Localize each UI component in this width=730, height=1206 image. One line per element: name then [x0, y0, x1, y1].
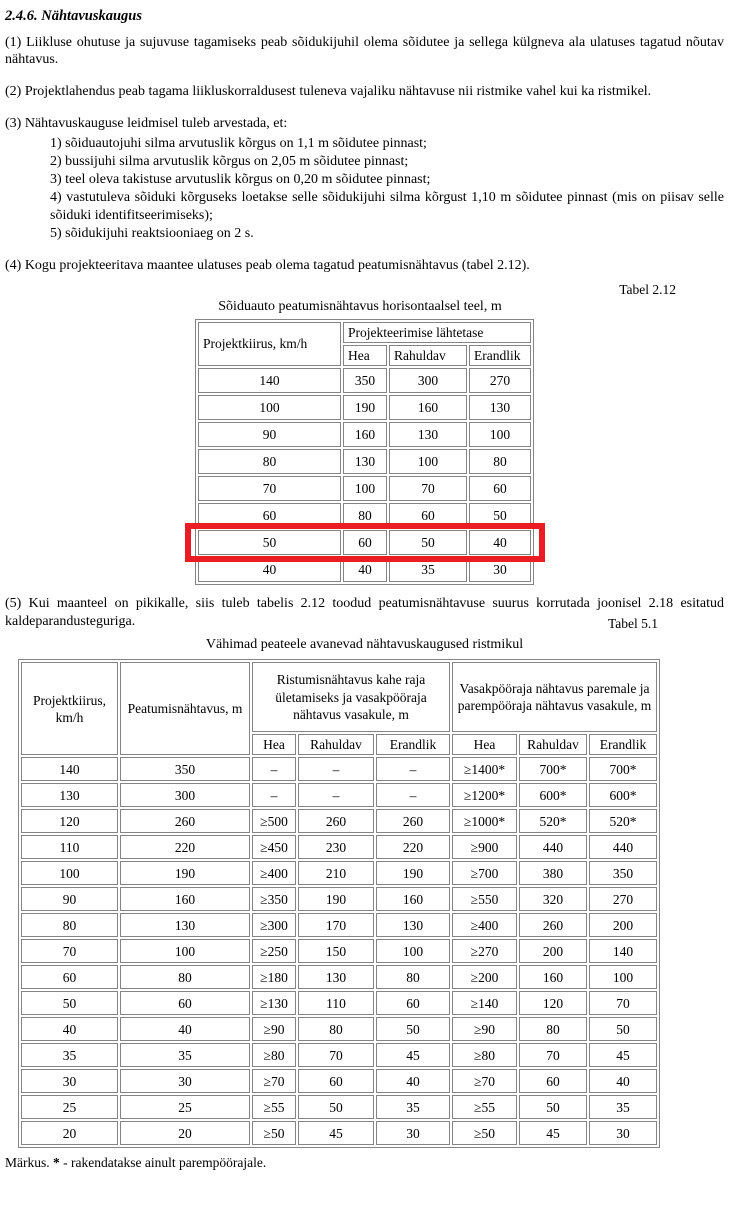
- table-cell: ≥130: [252, 991, 296, 1015]
- table-cell: 120: [519, 991, 587, 1015]
- table-cell: 60: [21, 965, 118, 989]
- table-cell: 100: [343, 476, 387, 501]
- table-cell: ≥350: [252, 887, 296, 911]
- table-cell: –: [298, 783, 374, 807]
- table-row: [21, 887, 657, 911]
- table-cell: ≥55: [252, 1095, 296, 1119]
- list-item: 4) vastutuleva sõiduki kõrguseks loetakse selle sõidukijuhi silma kõrgust 1,10 m sõidutee pinnast (mis on piisav selle sõiduki identifitseerimiseks);: [50, 189, 724, 223]
- table-cell: ≥550: [452, 887, 517, 911]
- table-row: [21, 1043, 657, 1067]
- column-header-rahuldav: Rahuldav: [298, 734, 374, 755]
- table-cell: 160: [343, 422, 387, 447]
- table-cell: 35: [21, 1043, 118, 1067]
- table-cell: ≥1400*: [452, 757, 517, 781]
- table-cell: ≥80: [252, 1043, 296, 1067]
- table-cell: –: [376, 783, 450, 807]
- table-cell: 50: [389, 530, 467, 555]
- table-cell: 350: [120, 757, 250, 781]
- group-header-ristumisnahtavus: Ristumisnähtavus kahe raja ületamiseks ja vasakpööraja nähtavus vasakule, m: [252, 662, 450, 732]
- table-5-1-caption: Vähimad peateele avanevad nähtavuskaugused ristmikul: [205, 637, 524, 653]
- column-header-hea: Hea: [252, 734, 296, 755]
- table-cell: 35: [389, 557, 467, 582]
- table-row: [21, 757, 657, 781]
- table-cell: 160: [120, 887, 250, 911]
- section-heading: 2.4.6. Nähtavuskaugus: [5, 8, 142, 24]
- table-cell: 70: [298, 1043, 374, 1067]
- table-cell: ≥1000*: [452, 809, 517, 833]
- table-cell: 20: [120, 1121, 250, 1145]
- column-header-erandlik: Erandlik: [376, 734, 450, 755]
- table-cell: 140: [198, 368, 341, 393]
- table-cell: 80: [298, 1017, 374, 1041]
- table-cell: 30: [589, 1121, 657, 1145]
- table-cell: 45: [589, 1043, 657, 1067]
- list-item: 5) sõidukijuhi reaktsiooniaeg on 2 s.: [50, 225, 254, 241]
- footnote-text: - rakendatakse ainult parempöörajale.: [59, 1155, 267, 1171]
- list-item: 1) sõiduautojuhi silma arvutuslik kõrgus on 1,1 m sõidutee pinnast;: [50, 136, 427, 152]
- table-cell: 70: [198, 476, 341, 501]
- table-cell: 60: [298, 1069, 374, 1093]
- table-cell: 260: [519, 913, 587, 937]
- table-cell: ≥50: [252, 1121, 296, 1145]
- table-cell: 50: [376, 1017, 450, 1041]
- table-cell: ≥900: [452, 835, 517, 859]
- group-header-lahtetase: Projekteerimise lähtetase: [343, 322, 531, 343]
- table-row: [198, 530, 531, 555]
- table-cell: ≥90: [252, 1017, 296, 1041]
- table-cell: 40: [120, 1017, 250, 1041]
- table-cell: 40: [376, 1069, 450, 1093]
- table-cell: –: [298, 757, 374, 781]
- table-cell: 60: [389, 503, 467, 528]
- table-cell: 320: [519, 887, 587, 911]
- table-cell: 35: [589, 1095, 657, 1119]
- paragraph-4: (4) Kogu projekteeritava maantee ulatuses peab olema tagatud peatumisnähtavus (tabel 2.12).: [5, 257, 530, 273]
- table-cell: 520*: [589, 809, 657, 833]
- table-cell: 20: [21, 1121, 118, 1145]
- table-cell: 270: [469, 368, 531, 393]
- table-row: [21, 1017, 657, 1041]
- table-cell: 35: [120, 1043, 250, 1067]
- table-row: [21, 783, 657, 807]
- table-cell: 80: [198, 449, 341, 474]
- table-cell: 70: [519, 1043, 587, 1067]
- table-cell: ≥270: [452, 939, 517, 963]
- table-row: [21, 939, 657, 963]
- table-cell: 35: [376, 1095, 450, 1119]
- table-row: [198, 557, 531, 582]
- table-cell: 100: [389, 449, 467, 474]
- table-cell: ≥400: [252, 861, 296, 885]
- table-cell: 140: [21, 757, 118, 781]
- table-cell: 40: [343, 557, 387, 582]
- table-cell: 80: [519, 1017, 587, 1041]
- table-cell: ≥80: [452, 1043, 517, 1067]
- table-cell: 300: [389, 368, 467, 393]
- table-2-12-label: Tabel 2.12: [619, 281, 676, 297]
- table-row: [21, 809, 657, 833]
- table-cell: 230: [298, 835, 374, 859]
- table-cell: 200: [589, 913, 657, 937]
- table-cell: 50: [21, 991, 118, 1015]
- table-cell: 700*: [519, 757, 587, 781]
- table-cell: 130: [120, 913, 250, 937]
- table-5-1-label: Tabel 5.1: [607, 616, 658, 632]
- table-footnote: [5, 1154, 724, 1171]
- table-cell: –: [252, 783, 296, 807]
- table-cell: 100: [198, 395, 341, 420]
- table-cell: 70: [389, 476, 467, 501]
- column-header-peatumisnahtavus: Peatumisnähtavus, m: [120, 662, 250, 755]
- table-cell: 70: [589, 991, 657, 1015]
- table-row: [198, 449, 531, 474]
- table-cell: 140: [589, 939, 657, 963]
- column-header-projektkiirus: Projektkiirus, km/h: [198, 322, 341, 367]
- table-cell: 160: [376, 887, 450, 911]
- table-cell: ≥400: [452, 913, 517, 937]
- table-cell: 190: [298, 887, 374, 911]
- table-5-1-wrapper: [18, 659, 724, 1148]
- table-cell: 100: [589, 965, 657, 989]
- table-cell: ≥700: [452, 861, 517, 885]
- table-cell: 40: [589, 1069, 657, 1093]
- table-cell: ≥70: [252, 1069, 296, 1093]
- table-cell: 30: [21, 1069, 118, 1093]
- table-row: [198, 395, 531, 420]
- table-cell: 160: [519, 965, 587, 989]
- table-cell: 90: [21, 887, 118, 911]
- table-cell: 80: [469, 449, 531, 474]
- table-cell: 260: [120, 809, 250, 833]
- table-row: [21, 1095, 657, 1119]
- table-cell: ≥250: [252, 939, 296, 963]
- table-cell: 270: [589, 887, 657, 911]
- table-cell: 50: [298, 1095, 374, 1119]
- table-cell: ≥200: [452, 965, 517, 989]
- column-header-hea: Hea: [452, 734, 517, 755]
- table-cell: 45: [376, 1043, 450, 1067]
- column-header-erandlik: Erandlik: [589, 734, 657, 755]
- table-cell: 50: [469, 503, 531, 528]
- group-header-vasakpooraja: Vasakpööraja nähtavus paremale ja parempööraja nähtavus vasakule, m: [452, 662, 657, 732]
- table-cell: 130: [343, 449, 387, 474]
- table-row: [21, 1121, 657, 1145]
- table-cell: 520*: [519, 809, 587, 833]
- table-cell: 110: [21, 835, 118, 859]
- table-row: [21, 965, 657, 989]
- table-cell: 30: [376, 1121, 450, 1145]
- table-cell: ≥180: [252, 965, 296, 989]
- table-cell: –: [252, 757, 296, 781]
- table-cell: 350: [343, 368, 387, 393]
- table-cell: 300: [120, 783, 250, 807]
- table-cell: 60: [198, 503, 341, 528]
- table-cell: 130: [376, 913, 450, 937]
- table-cell: 80: [21, 913, 118, 937]
- table-cell: 60: [376, 991, 450, 1015]
- table-cell: 40: [198, 557, 341, 582]
- table-cell: 80: [343, 503, 387, 528]
- table-cell: 25: [21, 1095, 118, 1119]
- footnote-star: *: [53, 1155, 60, 1171]
- table-header-row: [21, 662, 657, 732]
- table-cell: 350: [589, 861, 657, 885]
- table-cell: 600*: [519, 783, 587, 807]
- table-cell: 440: [589, 835, 657, 859]
- table-cell: 190: [376, 861, 450, 885]
- table-cell: 100: [120, 939, 250, 963]
- table-cell: 190: [343, 395, 387, 420]
- table-cell: 60: [469, 476, 531, 501]
- table-row: [198, 422, 531, 447]
- table-cell: 60: [343, 530, 387, 555]
- table-cell: 50: [519, 1095, 587, 1119]
- table-cell: 380: [519, 861, 587, 885]
- column-header-hea: Hea: [343, 345, 387, 366]
- table-cell: 90: [198, 422, 341, 447]
- table-cell: 100: [376, 939, 450, 963]
- table-cell: 50: [589, 1017, 657, 1041]
- column-header-rahuldav: Rahuldav: [389, 345, 467, 366]
- column-header-projektkiirus: Projektkiirus, km/h: [21, 662, 118, 755]
- table-row: [21, 861, 657, 885]
- table-cell: 130: [298, 965, 374, 989]
- column-header-erandlik: Erandlik: [469, 345, 531, 366]
- table-row: [21, 991, 657, 1015]
- list-item: 3) teel oleva takistuse arvutuslik kõrgus on 0,20 m sõidutee pinnast;: [50, 171, 431, 187]
- table-2-12-caption: Sõiduauto peatumisnähtavus horisontaalsel teel, m: [218, 298, 502, 314]
- table-cell: 210: [298, 861, 374, 885]
- table-cell: ≥500: [252, 809, 296, 833]
- footnote-prefix: Märkus.: [5, 1155, 53, 1171]
- table-cell: ≥55: [452, 1095, 517, 1119]
- table-cell: 700*: [589, 757, 657, 781]
- table-cell: 25: [120, 1095, 250, 1119]
- table-row: [21, 913, 657, 937]
- table-cell: 150: [298, 939, 374, 963]
- table-cell: 130: [389, 422, 467, 447]
- table-cell: 30: [469, 557, 531, 582]
- table-cell: ≥50: [452, 1121, 517, 1145]
- table-cell: 45: [519, 1121, 587, 1145]
- table-cell: 45: [298, 1121, 374, 1145]
- table-row: [21, 835, 657, 859]
- table-2-12: [195, 319, 534, 586]
- paragraph-1: (1) Liikluse ohutuse ja sujuvuse tagamiseks peab sõidukijuhil olema sõidutee ja sellega külgneva ala ulatuses tagatud nõutav nähtavus.: [5, 34, 724, 68]
- table-row: [198, 503, 531, 528]
- column-header-rahuldav: Rahuldav: [519, 734, 587, 755]
- table-cell: 220: [120, 835, 250, 859]
- table-cell: ≥1200*: [452, 783, 517, 807]
- table-5-1: [18, 659, 660, 1148]
- table-cell: 200: [519, 939, 587, 963]
- table-cell: 60: [519, 1069, 587, 1093]
- table-cell: 30: [120, 1069, 250, 1093]
- table-row: [198, 476, 531, 501]
- table-cell: 70: [21, 939, 118, 963]
- table-cell: –: [376, 757, 450, 781]
- paragraph-3-intro: (3) Nähtavuskauguse leidmisel tuleb arvestada, et:: [5, 116, 288, 132]
- table-cell: 160: [389, 395, 467, 420]
- table-cell: 600*: [589, 783, 657, 807]
- table-cell: 80: [120, 965, 250, 989]
- table-cell: ≥300: [252, 913, 296, 937]
- table-cell: 100: [21, 861, 118, 885]
- table-cell: 220: [376, 835, 450, 859]
- table-cell: 50: [198, 530, 341, 555]
- table-cell: 40: [469, 530, 531, 555]
- paragraph-5: (5) Kui maanteel on pikikalle, siis tuleb tabelis 2.12 toodud peatumisnähtavuse suurus korrutada joonisel 2.18 esitatud kaldeparandusteguriga.: [5, 596, 724, 630]
- table-cell: ≥450: [252, 835, 296, 859]
- table-cell: 170: [298, 913, 374, 937]
- table-cell: ≥140: [452, 991, 517, 1015]
- table-cell: 80: [376, 965, 450, 989]
- table-cell: ≥90: [452, 1017, 517, 1041]
- table-cell: 260: [298, 809, 374, 833]
- table-cell: ≥70: [452, 1069, 517, 1093]
- table-cell: 130: [469, 395, 531, 420]
- table-cell: 190: [120, 861, 250, 885]
- numbered-list: [5, 135, 724, 242]
- paragraph-2: (2) Projektlahendus peab tagama liikluskorraldusest tuleneva vajaliku nähtavuse nii ristmike vahel kui ka ristmikel.: [5, 84, 652, 100]
- table-row: [198, 368, 531, 393]
- table-cell: 120: [21, 809, 118, 833]
- table-cell: 260: [376, 809, 450, 833]
- table-2-12-wrapper: [195, 319, 555, 586]
- table-row: [21, 1069, 657, 1093]
- table-header-row: [198, 322, 531, 343]
- table-cell: 110: [298, 991, 374, 1015]
- table-cell: 440: [519, 835, 587, 859]
- list-item: 2) bussijuhi silma arvutuslik kõrgus on 2,05 m sõidutee pinnast;: [50, 154, 409, 170]
- table-cell: 100: [469, 422, 531, 447]
- table-cell: 60: [120, 991, 250, 1015]
- table-cell: 40: [21, 1017, 118, 1041]
- table-cell: 130: [21, 783, 118, 807]
